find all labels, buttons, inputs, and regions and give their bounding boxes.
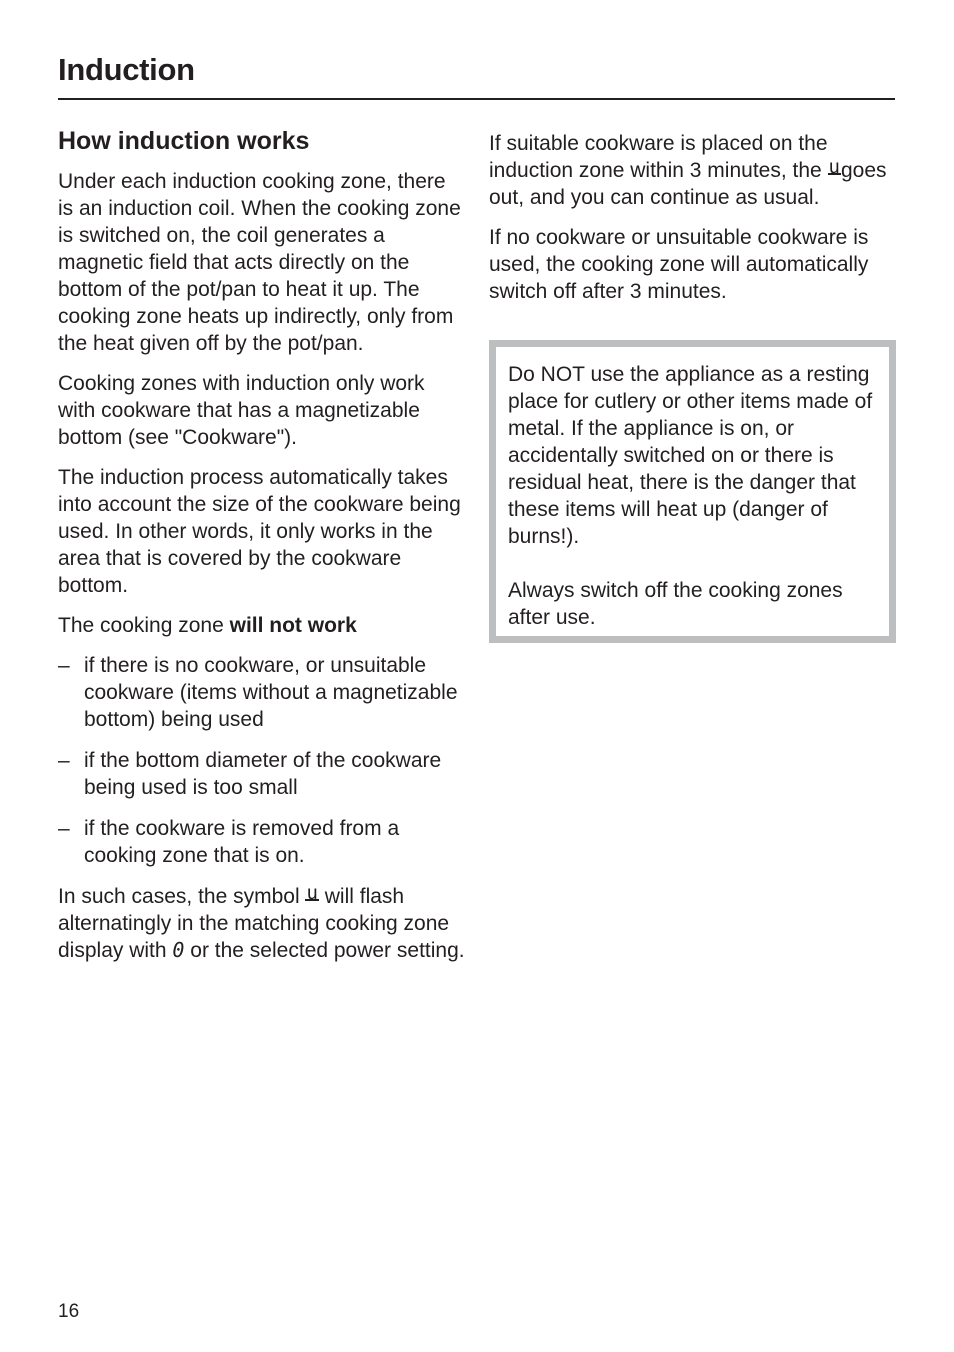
cookware-text: goes out, and you can continue as usual. (489, 159, 887, 209)
cookware-text: If suitable cookware is placed on the induction zone within 3 minutes, the (489, 132, 828, 182)
cookware-placed-paragraph (489, 130, 895, 211)
page-number: 16 (58, 1301, 80, 1322)
warning-box (489, 340, 896, 643)
no-cookware-symbol-icon: u (828, 156, 840, 178)
intro-paragraph: Under each induction cooking zone, there is an induction coil. When the cooking zone is switched on, the coil generates a magnetic field that acts directly on the bottom of the pot/pan to heat it up. The cooking zone heats up indirectly, only from the heat given off by the pot/pan. (58, 170, 461, 355)
list-dash: – (58, 749, 70, 772)
list-item (58, 747, 466, 801)
warning-advice: Always switch off the cooking zones after use. (508, 579, 843, 629)
list-item-text: if there is no cookware, or unsuitable cookware (items without a magnetizable bottom) being used (84, 654, 458, 731)
left-column (58, 124, 466, 977)
warning-text: Do NOT use the appliance as a resting place for cutlery or other items made of metal. If the appliance is on, or accidentally switched on or there is residual heat, there is the danger that these items will heat up (danger of burns!). (508, 363, 873, 548)
no-cookware-symbol-icon: u (306, 882, 318, 904)
zero-digit-symbol: 0 (172, 938, 185, 962)
list-dash: – (58, 817, 70, 840)
flash-text: In such cases, the symbol (58, 885, 306, 908)
list-item-text: if the bottom diameter of the cookware being used is too small (84, 749, 442, 799)
section-heading: How induction works (58, 127, 310, 155)
list-item-text: if the cookware is removed from a cooking zone that is on. (84, 817, 400, 867)
flash-paragraph (58, 883, 466, 964)
conditions-list (58, 652, 466, 869)
not-work-paragraph (58, 612, 466, 639)
size-paragraph: The induction process automatically takes into account the size of the cookware being used. In other words, it only works in the area that is covered by the cookware bottom. (58, 466, 461, 597)
list-item (58, 815, 466, 869)
not-work-intro: The cooking zone (58, 614, 230, 637)
magnetizable-paragraph: Cooking zones with induction only work with cookware that has a magnetizable bottom (see "Cookware"). (58, 372, 425, 449)
auto-switch-off-paragraph: If no cookware or unsuitable cookware is used, the cooking zone will automatically switch off after 3 minutes. (489, 226, 869, 303)
page-title: Induction (58, 52, 195, 87)
title-divider (58, 98, 895, 100)
not-work-emphasis: will not work (229, 614, 357, 637)
flash-text: will flash alternatingly in the matching cooking zone display with (58, 885, 450, 962)
right-column (489, 130, 895, 318)
flash-text: or the selected power setting. (184, 939, 465, 962)
list-dash: – (58, 654, 70, 677)
list-item (58, 652, 466, 733)
